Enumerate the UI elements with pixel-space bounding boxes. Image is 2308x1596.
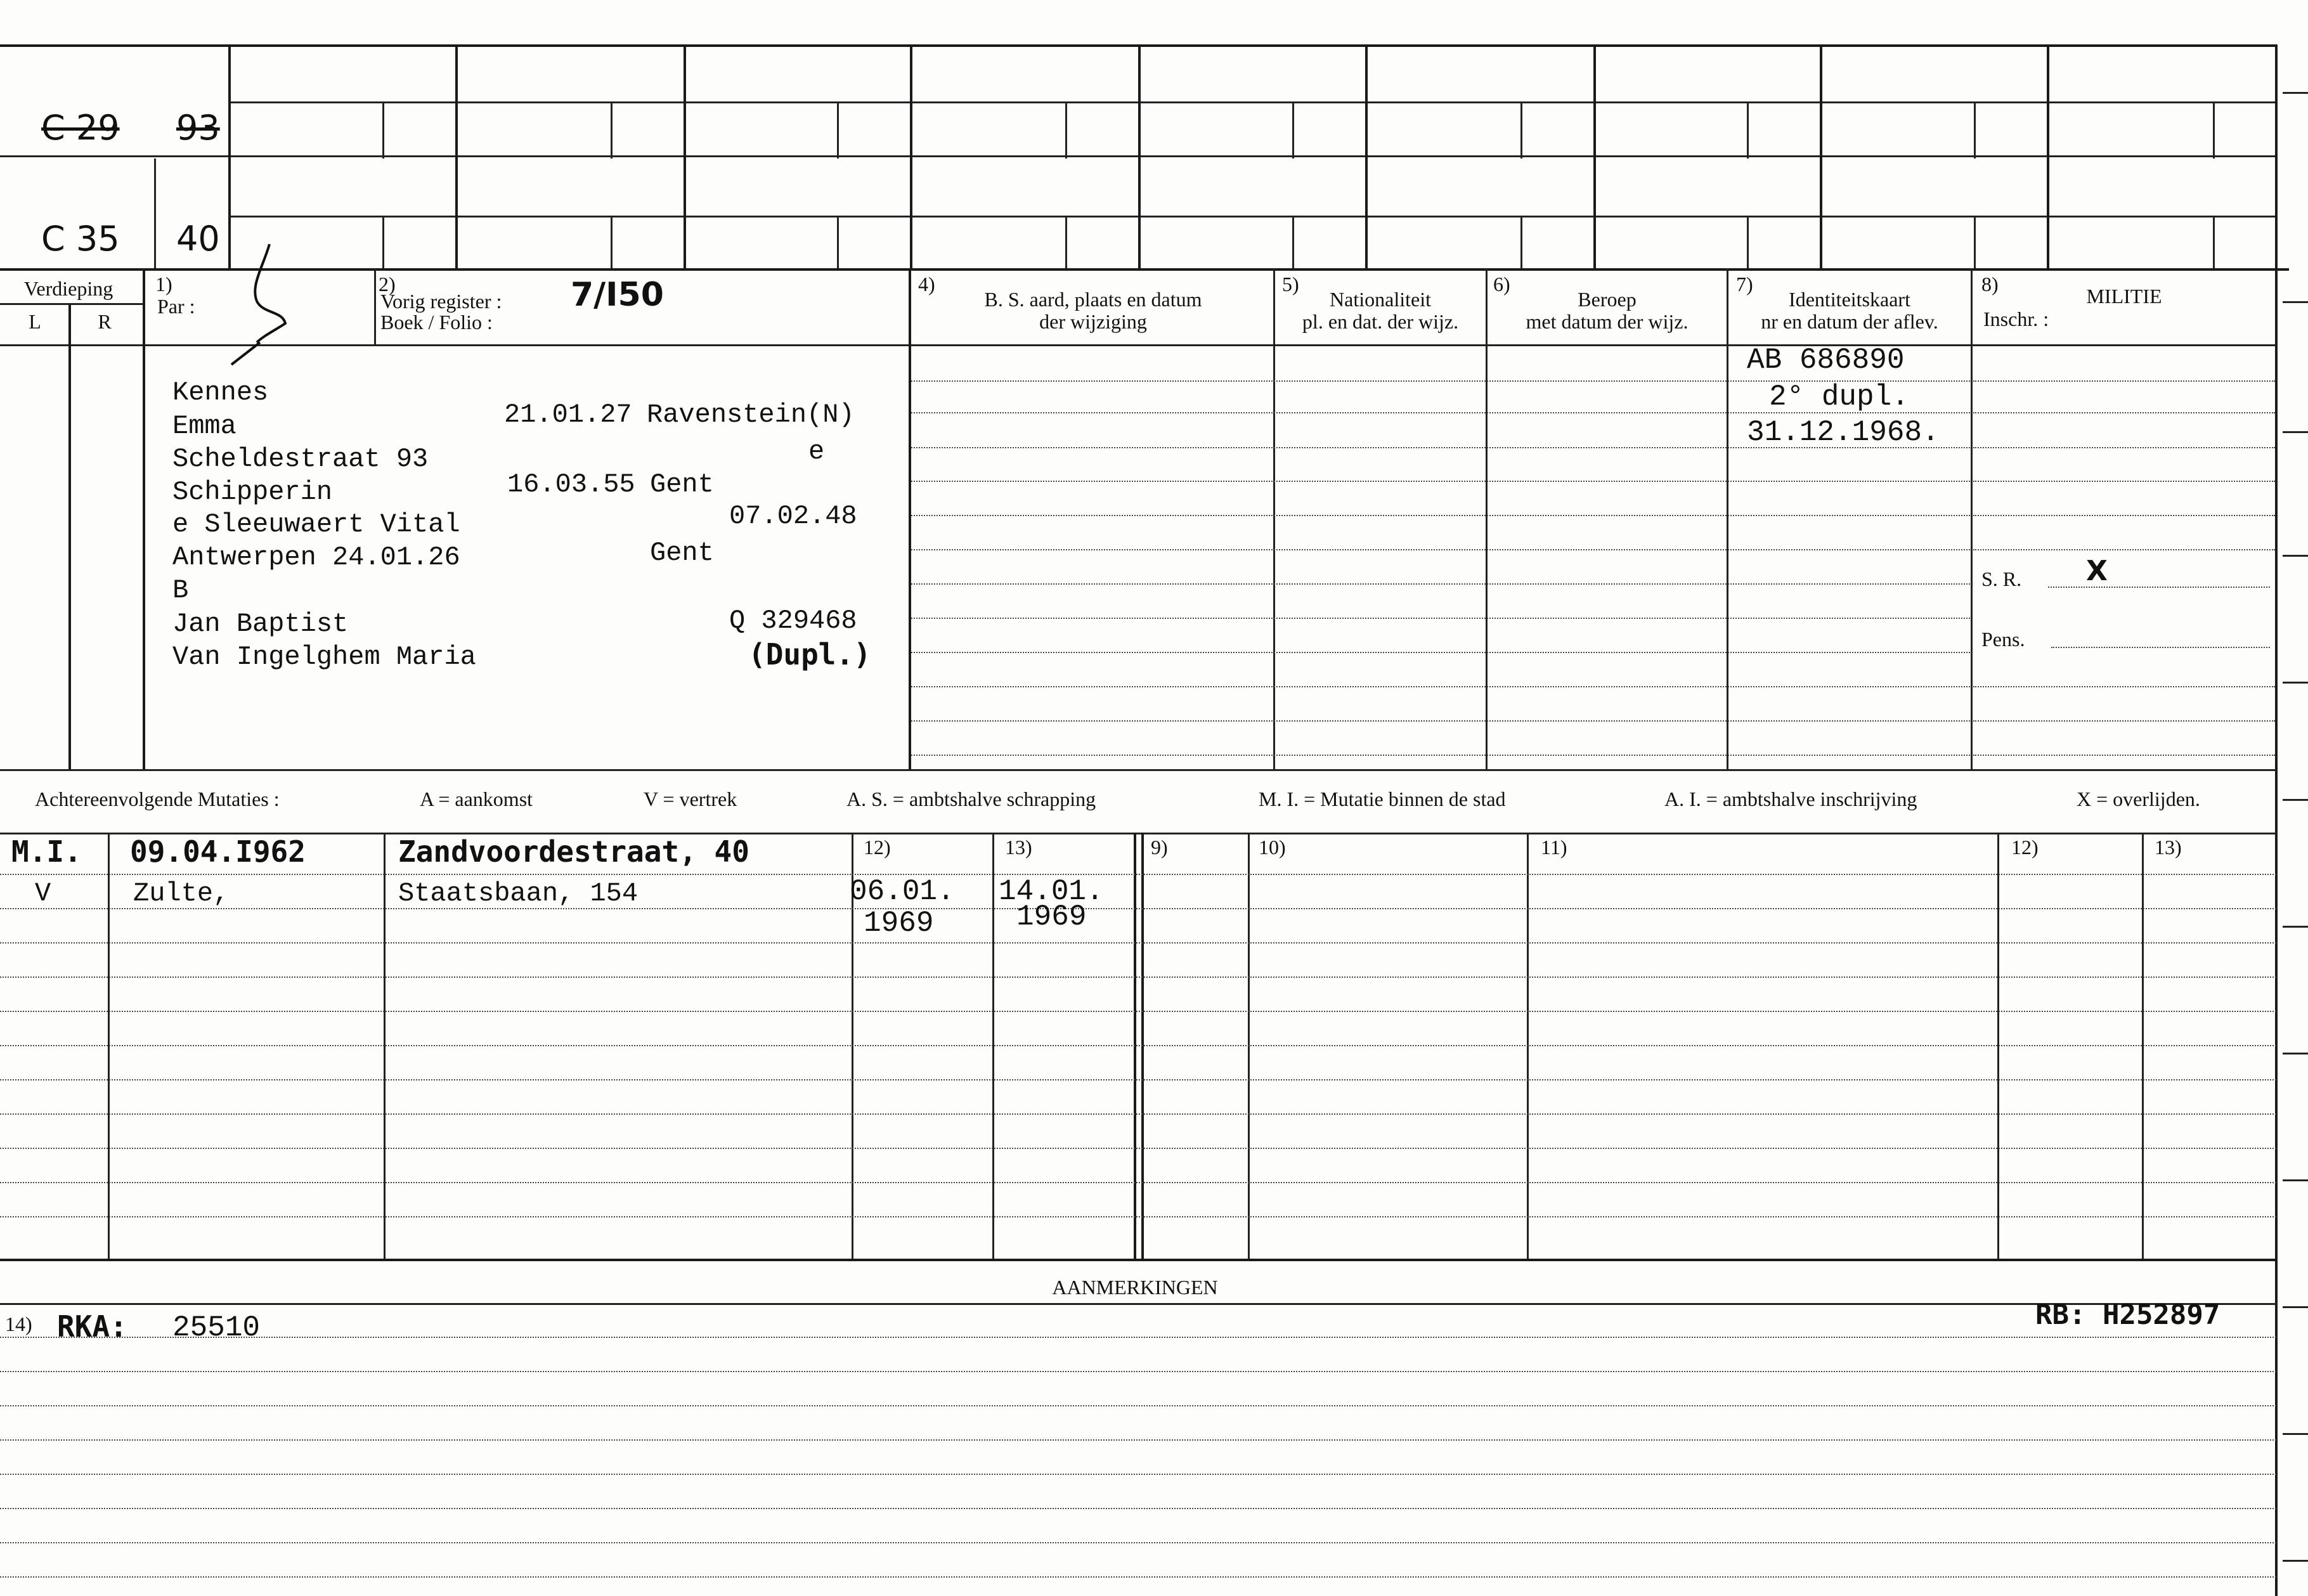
dotted-row [911,720,1970,722]
militie-row [1973,447,2275,448]
militie-row [1973,481,2275,482]
header-bottom-line [0,344,2276,346]
old-ref-number: 93 [176,108,220,148]
top-grid-subcol [837,216,839,268]
floor-divider [0,303,145,305]
par-label: Par : [157,295,195,318]
beroep-header: Beroep [1578,288,1637,311]
top-grid-subcol [1292,216,1294,268]
edge-tick [2283,1560,2308,1562]
mutation-row-line [0,1148,2276,1149]
main-col [1971,268,1973,769]
top-grid-line [228,216,2276,217]
dotted-row [911,481,1970,482]
date-2: 16.03.55 [507,469,635,500]
main-col [143,268,145,769]
mutation-date13: 14.01. [999,875,1104,908]
pens-field-line [2051,647,2270,648]
place-2: Gent [650,469,714,500]
edge-tick [2283,1433,2308,1435]
person-note-e: e [808,436,825,467]
mutation-date: 09.04.I962 [130,834,306,869]
identiteitskaart-sub: nr en datum der aflev. [1761,310,1938,333]
col-number: 12) [864,836,891,859]
top-grid-col [2047,44,2049,268]
top-grid-subcol [2213,101,2215,159]
top-grid-col [154,159,156,268]
rka-value: 25510 [172,1311,261,1344]
birth-date: 21.01.27 [504,399,632,430]
mutation-address: Staatsbaan, 154 [398,878,639,909]
top-grid-subcol [382,216,384,268]
top-grid-col [455,44,458,268]
mutation-type: M.I. [11,834,82,869]
id-card-date: 31.12.1968. [1747,416,1940,449]
identiteitskaart-header: Identiteitskaart [1789,288,1910,311]
mutation-address: Zandvoordestraat, 40 [398,834,749,869]
dotted-row [911,549,1970,550]
dotted-row [911,686,1970,687]
mutations-top-line [0,833,2276,834]
nationaliteit-header: Nationaliteit [1330,288,1431,311]
sr-value: X [2086,555,2108,587]
beroep-sub: met datum der wijz. [1526,310,1689,333]
mutation-row-line [0,874,2276,875]
remarks-row-line [0,1474,2276,1475]
dotted-row [911,755,1970,756]
edge-tick [2283,92,2308,94]
col-number: 6) [1493,273,1510,295]
remarks-row-line [0,1439,2276,1441]
col-number: 5) [1282,273,1299,295]
bs-header-line1: B. S. aard, plaats en datum [984,288,1202,311]
col-number: 8) [1981,273,1999,295]
rka-label: RKA: [57,1309,127,1344]
mutation-row-line [0,942,2276,944]
legend-ai: A. I. = ambtshalve inschrijving [1664,788,1917,810]
legend-v: V = vertrek [644,788,737,810]
top-grid-subcol [1974,216,1976,268]
person-line: Scheldestraat 93 [172,444,429,474]
bs-header-line2: der wijziging [1039,310,1147,333]
top-grid-subcol [1065,101,1067,159]
sr-label: S. R. [1981,568,2022,590]
mutation-place: Zulte, [133,878,230,909]
legend-x: X = overlijden. [2077,788,2200,810]
main-col [1727,268,1728,769]
mutation-row-line [0,1045,2276,1046]
remarks-top-line [0,1303,2276,1305]
birth-place: Ravenstein(N) [647,399,855,430]
militie-row [1973,515,2275,516]
nationaliteit-sub: pl. en dat. der wijz. [1302,310,1459,333]
person-line: e Sleeuwaert Vital [172,509,460,540]
militie-header: MILITIE [2086,285,2162,308]
mutation-row-line [0,1113,2276,1115]
legend-title: Achtereenvolgende Mutaties : [35,788,280,810]
remarks-row-line [0,1371,2276,1372]
top-grid-col [1138,44,1141,268]
person-line: Kennes [172,377,269,408]
remarks-row-line [0,1337,2276,1338]
remarks-row-line [0,1405,2276,1406]
edge-tick [2283,555,2308,557]
floor-label: Verdieping [23,277,113,300]
main-col [909,268,911,769]
remarks-row-line [0,1576,2276,1578]
floor-left: L [29,310,41,333]
top-grid-subcol [611,216,613,268]
id-card-duplicate: 2° dupl. [1769,380,1909,413]
main-col [374,268,376,344]
card-number: Q 329468 [729,606,857,636]
remarks-title: AANMERKINGEN [1052,1276,1218,1299]
place-3: Gent [650,538,714,568]
handwritten-par-mark [225,241,314,368]
new-ref-number: 40 [176,219,220,259]
main-col [68,304,71,769]
mutation-row-line [0,908,2276,909]
mutation-row-line [0,976,2276,978]
top-grid-line [228,101,2276,103]
militie-row [1973,720,2275,722]
edge-tick [2283,431,2308,433]
dotted-row [911,515,1970,516]
card-duplicate: (Dupl.) [748,637,871,671]
dotted-row [911,583,1970,585]
dotted-row [911,652,1970,653]
mutations-bottom-line [0,1259,2276,1261]
person-line: Emma [172,411,237,441]
col-number: 13) [2155,836,2182,859]
vorig-register-value: 7/I50 [571,276,664,314]
militie-row [1973,686,2275,687]
mutation-date12: 06.01. [850,875,955,908]
right-border [2275,44,2278,1596]
col-number: 12) [2011,836,2039,859]
top-grid-subcol [382,101,384,159]
legend-mi: M. I. = Mutatie binnen de stad [1259,788,1506,810]
id-card-number: AB 686890 [1747,344,1905,377]
mutation-row-line [0,1079,2276,1080]
edge-tick [2283,799,2308,801]
edge-tick [2283,1053,2308,1054]
edge-tick [2283,1306,2308,1308]
edge-tick [2283,682,2308,684]
militie-row [1973,380,2275,382]
person-line: Van Ingelghem Maria [172,642,476,672]
col-number: 13) [1005,836,1032,859]
date-3: 07.02.48 [729,501,857,531]
boek-folio-label: Boek / Folio : [380,311,493,334]
top-grid-subcol [837,101,839,159]
floor-right: R [98,310,112,333]
dotted-row [911,618,1970,619]
rb-number: RB: H252897 [2035,1299,2220,1331]
person-line: B [172,575,189,606]
remarks-row-line [0,1542,2276,1543]
pens-label: Pens. [1981,628,2025,651]
militie-row [1973,755,2275,756]
mutation-date13-year: 1969 [1016,900,1087,933]
top-grid-col [684,44,686,268]
edge-tick [2283,301,2308,303]
top-grid-subcol [1520,216,1522,268]
person-line: Schipperin [172,477,333,507]
top-grid-subcol [1747,216,1749,268]
top-grid-col [1365,44,1368,268]
top-grid-subcol [1292,101,1294,159]
col-number: 4) [918,273,935,295]
edge-tick [2283,926,2308,928]
militie-row [1973,549,2275,550]
top-grid-subcol [611,101,613,159]
col-number: 14) [5,1313,32,1335]
old-ref-code: C 29 [41,108,120,148]
top-grid-line [0,268,2289,271]
top-grid-col [910,44,912,268]
edge-tick [2283,1179,2308,1181]
person-line: Antwerpen 24.01.26 [172,542,460,573]
col-number: 11) [1541,836,1567,859]
inschr-label: Inschr. : [1983,308,2049,330]
remarks-row-line [0,1508,2276,1509]
top-grid-subcol [1974,101,1976,159]
sr-field-line [2048,587,2270,588]
top-grid-subcol [1747,101,1749,159]
mutation-row-line [0,1216,2276,1217]
top-grid-subcol [2213,216,2215,268]
main-col [1273,268,1275,769]
mutation-row-line [0,1182,2276,1183]
new-ref-code: C 35 [41,219,120,259]
col-number: 1) [155,273,172,295]
col-number: 7) [1736,273,1753,295]
legend-as: A. S. = ambtshalve schrapping [846,788,1096,810]
main-col [1486,268,1488,769]
col-number: 2) [379,273,396,295]
mutation-row-line [0,1011,2276,1012]
mutation-date12-year: 1969 [864,907,934,940]
top-grid-subcol [1520,101,1522,159]
vorig-register-label: Vorig register : [380,290,502,313]
militie-row [1973,412,2275,413]
col-number: 9) [1151,836,1168,859]
legend-a: A = aankomst [420,788,533,810]
top-grid-col [1820,44,1822,268]
top-grid-col [1593,44,1596,268]
top-grid-col [228,44,231,268]
top-grid-subcol [1065,216,1067,268]
person-line: Jan Baptist [172,609,349,639]
col-number: 10) [1259,836,1286,859]
mutation-type: V [35,878,51,909]
main-bottom-line [0,769,2276,771]
